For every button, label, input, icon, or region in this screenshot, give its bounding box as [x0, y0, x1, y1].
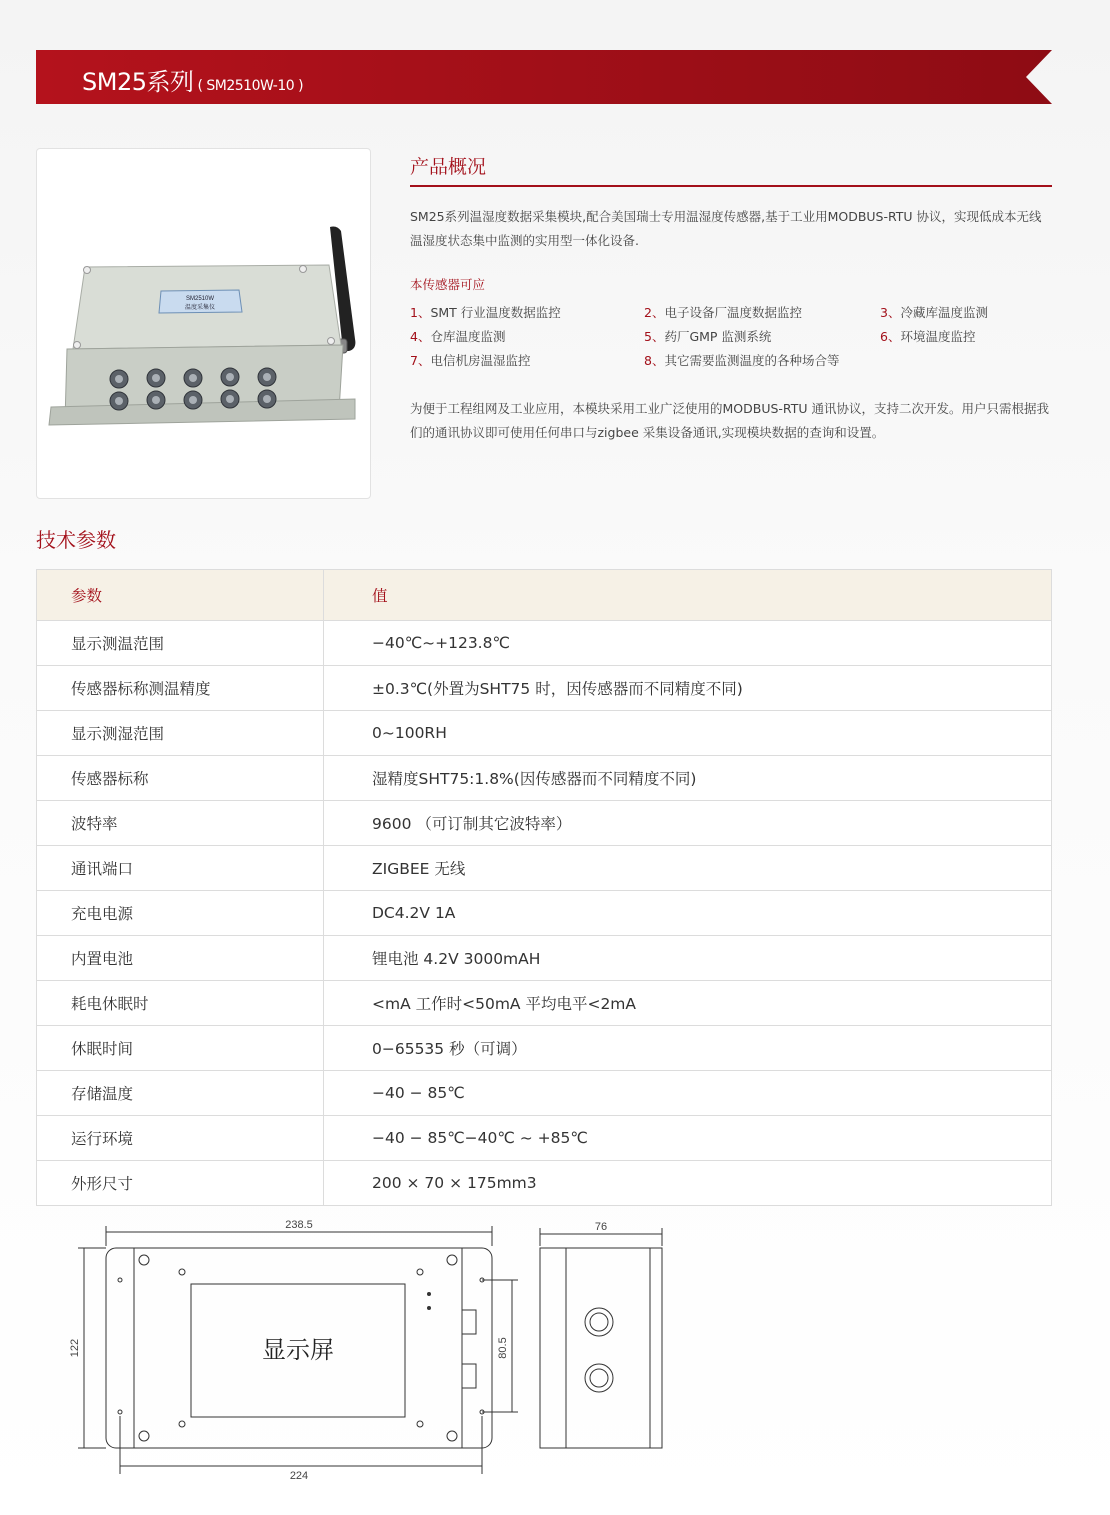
use-item: 6、环境温度监控	[880, 329, 976, 344]
table-row	[37, 666, 1052, 711]
use-item: 2、电子设备厂温度数据监控	[644, 305, 802, 320]
header-banner	[36, 50, 1052, 104]
param-name: 传感器标称测温精度	[37, 666, 324, 711]
overview-title: 产品概况	[410, 156, 487, 178]
param-name: 波特率	[37, 801, 324, 846]
dim-left: 122	[69, 1338, 81, 1358]
tech-params-table	[36, 569, 1052, 1206]
use-item: 3、冷藏库温度监测	[880, 305, 988, 320]
page-title	[82, 62, 303, 97]
overview-title-rule	[410, 185, 1052, 187]
table-row	[37, 936, 1052, 981]
param-value: ±0.3℃(外置为SHT75 时，因传感器而不同精度不同)	[324, 666, 1052, 711]
param-name: 运行环境	[37, 1116, 324, 1161]
table-row	[37, 846, 1052, 891]
param-name: 休眠时间	[37, 1026, 324, 1071]
param-value: 9600 （可订制其它波特率）	[324, 801, 1052, 846]
dimension-drawing	[36, 1212, 676, 1482]
device-illustration	[37, 149, 370, 498]
dim-right: 80.5	[497, 1337, 509, 1359]
overview-closing: 为便于工程组网及工业应用，本模块采用工业广泛使用的MODBUS-RTU 通讯协议，支持二次开发。用户只需根据我们的通讯协议即可使用任何串口与zigbee 采集设备通讯,实现模块数据的查询和设置。	[410, 401, 1049, 440]
overview-intro: SM25系列温湿度数据采集模块,配合美国瑞士专用温湿度传感器,基于工业用MODBUS-RTU 协议，实现低成本无线温湿度状态集中监测的实用型一体化设备.	[410, 209, 1042, 248]
param-value: −40℃~+123.8℃	[324, 621, 1052, 666]
product-label-line2: 温度采集仪	[184, 305, 216, 311]
dim-bottom: 224	[289, 1470, 309, 1482]
table-row	[37, 981, 1052, 1026]
table-row	[37, 1116, 1052, 1161]
product-photo	[36, 148, 371, 499]
series-title: SM25系列	[82, 68, 194, 96]
param-name: 外形尺寸	[37, 1161, 324, 1206]
param-name: 内置电池	[37, 936, 324, 981]
param-value: 0~100RH	[324, 711, 1052, 756]
uses-list	[410, 301, 1052, 373]
table-row	[37, 1026, 1052, 1071]
param-value: 湿精度SHT75:1.8%(因传感器而不同精度不同)	[324, 756, 1052, 801]
tech-params-title: 技术参数	[36, 528, 116, 552]
param-name: 充电电源	[37, 891, 324, 936]
use-item: 7、电信机房温湿监控	[410, 353, 531, 368]
table-row	[37, 1161, 1052, 1206]
use-item: 5、药厂GMP 监测系统	[644, 329, 772, 344]
param-value: −40 − 85℃	[324, 1071, 1052, 1116]
use-item: 1、SMT 行业温度数据监控	[410, 305, 561, 320]
product-label-line1: SM2510W	[185, 296, 215, 302]
use-item: 4、仓库温度监测	[410, 329, 506, 344]
param-value: −40 − 85℃−40℃ ~ +85℃	[324, 1116, 1052, 1161]
param-name: 显示测湿范围	[37, 711, 324, 756]
dimension-drawings	[36, 1212, 676, 1486]
table-header-row	[37, 570, 1052, 621]
side-view-outline	[540, 1248, 662, 1448]
param-name: 传感器标称	[37, 756, 324, 801]
use-item: 8、其它需要监测温度的各种场合等	[644, 353, 840, 368]
table-row	[37, 621, 1052, 666]
param-value: 0−65535 秒（可调）	[324, 1026, 1052, 1071]
header-param: 参数	[37, 570, 324, 621]
table-row	[37, 1071, 1052, 1116]
product-overview	[410, 148, 1052, 445]
param-value: DC4.2V 1A	[324, 891, 1052, 936]
dim-top: 238.5	[285, 1219, 313, 1231]
display-screen-label: 显示屏	[262, 1336, 334, 1364]
param-name: 显示测温范围	[37, 621, 324, 666]
uses-title: 本传感器可应	[410, 277, 486, 292]
table-row	[37, 801, 1052, 846]
table-row	[37, 891, 1052, 936]
dim-side: 76	[594, 1221, 608, 1233]
param-value: 锂电池 4.2V 3000mAH	[324, 936, 1052, 981]
header-value: 值	[324, 570, 1052, 621]
param-name: 存储温度	[37, 1071, 324, 1116]
param-name: 耗电休眠时	[37, 981, 324, 1026]
param-value: <mA 工作时<50mA 平均电平<2mA	[324, 981, 1052, 1026]
param-value: ZIGBEE 无线	[324, 846, 1052, 891]
param-name: 通讯端口	[37, 846, 324, 891]
table-row	[37, 711, 1052, 756]
model-subtitle: ( SM2510W-10 )	[197, 78, 304, 94]
table-row	[37, 756, 1052, 801]
param-value: 200 × 70 × 175mm3	[324, 1161, 1052, 1206]
